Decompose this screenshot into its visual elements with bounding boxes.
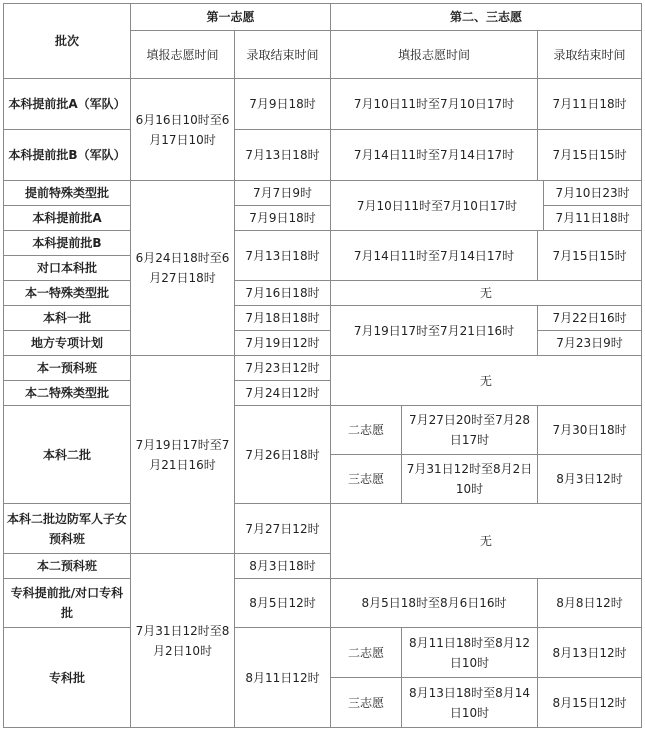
first-admission-end: 7月9日18时	[235, 79, 331, 130]
batch-name: 对口本科批	[4, 256, 131, 281]
header-fill-time-1: 填报志愿时间	[131, 31, 235, 79]
first-admission-end: 7月9日18时	[235, 206, 331, 231]
second-admission-end: 7月15日15时	[538, 231, 642, 281]
first-admission-end: 7月18日18时	[235, 306, 331, 331]
second-admission-end: 7月10日23时	[544, 181, 641, 206]
third-admission-end: 8月3日12时	[538, 455, 642, 504]
batch-name: 本二预科班	[4, 554, 131, 579]
header-first-choice: 第一志愿	[131, 4, 331, 31]
third-fill-time: 8月13日18时至8月14日10时	[402, 678, 538, 728]
admission-schedule-table	[3, 3, 642, 728]
first-fill-time: 6月24日18时至6月27日18时	[131, 181, 235, 356]
second-fill-time: 7月27日20时至7月28日17时	[402, 406, 538, 455]
first-admission-end: 8月5日12时	[235, 579, 331, 628]
table-row	[4, 181, 642, 206]
second-admission-end: 7月15日15时	[538, 130, 642, 181]
second-fill-time: 7月14日11时至7月14日17时	[331, 231, 538, 281]
no-second-choice: 无	[331, 281, 642, 306]
table-row	[4, 306, 642, 331]
batch-name: 专科批	[4, 628, 131, 728]
second-admission-end: 7月23日9时	[538, 331, 642, 356]
first-admission-end: 7月16日18时	[235, 281, 331, 306]
choice-level: 三志愿	[331, 678, 402, 728]
first-admission-end: 8月3日18时	[235, 554, 331, 579]
first-admission-end: 7月13日18时	[235, 130, 331, 181]
table-row	[4, 79, 642, 130]
first-admission-end: 7月26日18时	[235, 406, 331, 504]
batch-name: 本科一批	[4, 306, 131, 331]
second-fill-time: 7月19日17时至7月21日16时	[331, 306, 538, 356]
first-admission-end: 7月7日9时	[235, 181, 331, 206]
second-admission-end: 8月8日12时	[538, 579, 642, 628]
header-second-third-choice: 第二、三志愿	[331, 4, 642, 31]
header-admission-end-1: 录取结束时间	[235, 31, 331, 79]
batch-name: 本科提前批B（军队）	[4, 130, 131, 181]
table-row	[4, 281, 642, 306]
second-admission-end: 7月11日18时	[538, 79, 642, 130]
first-admission-end: 8月11日12时	[235, 628, 331, 728]
batch-name: 专科提前批/对口专科批	[4, 579, 131, 628]
table-row	[4, 130, 642, 181]
batch-name: 本一预科班	[4, 356, 131, 381]
second-admission-end: 8月13日12时	[538, 628, 642, 678]
header-admission-end-2: 录取结束时间	[538, 31, 642, 79]
first-fill-time: 7月31日12时至8月2日10时	[131, 554, 235, 728]
second-admission-end: 7月30日18时	[538, 406, 642, 455]
first-admission-end: 7月27日12时	[235, 504, 331, 554]
no-second-choice: 无	[331, 356, 642, 406]
table-row	[4, 406, 642, 455]
batch-name: 本一特殊类型批	[4, 281, 131, 306]
table-row	[4, 579, 642, 628]
table-row	[4, 356, 642, 381]
batch-name: 本科提前批B	[4, 231, 131, 256]
header-fill-time-2: 填报志愿时间	[331, 31, 538, 79]
batch-name: 本二特殊类型批	[4, 381, 131, 406]
second-admission-end: 7月22日16时	[538, 306, 642, 331]
first-admission-end: 7月13日18时	[235, 231, 331, 281]
first-admission-end: 7月19日12时	[235, 331, 331, 356]
second-fill-time: 8月5日18时至8月6日16时	[331, 579, 538, 628]
no-second-choice: 无	[331, 504, 642, 579]
first-admission-end: 7月23日12时	[235, 356, 331, 381]
second-admission-end: 7月11日18时	[555, 211, 630, 225]
choice-level: 二志愿	[331, 628, 402, 678]
batch-name: 本科提前批A（军队）	[4, 79, 131, 130]
choice-level: 三志愿	[331, 455, 402, 504]
table-row	[4, 504, 642, 554]
first-admission-end: 7月24日12时	[235, 381, 331, 406]
third-fill-time: 7月31日12时至8月2日10时	[402, 455, 538, 504]
second-fill-time: 8月11日18时至8月12日10时	[402, 628, 538, 678]
batch-name: 提前特殊类型批	[4, 181, 131, 206]
header-batch: 批次	[4, 4, 131, 79]
second-fill-time-merged	[331, 181, 642, 231]
second-fill-time: 7月10日11时至7月10日17时	[331, 79, 538, 130]
batch-name: 本科提前批A	[4, 206, 131, 231]
table-row	[4, 628, 642, 678]
first-fill-time: 6月16日10时至6月17日10时	[131, 79, 235, 181]
batch-name: 本科二批	[4, 406, 131, 504]
table-row	[4, 231, 642, 256]
third-admission-end: 8月15日12时	[538, 678, 642, 728]
second-fill-time: 7月10日11时至7月10日17时	[331, 181, 544, 230]
batch-name: 地方专项计划	[4, 331, 131, 356]
second-admission-end-stack	[544, 181, 642, 230]
choice-level: 二志愿	[331, 406, 402, 455]
first-fill-time: 7月19日17时至7月21日16时	[131, 356, 235, 554]
batch-name: 本科二批边防军人子女预科班	[4, 504, 131, 554]
second-fill-time: 7月14日11时至7月14日17时	[331, 130, 538, 181]
table-row	[4, 331, 642, 356]
